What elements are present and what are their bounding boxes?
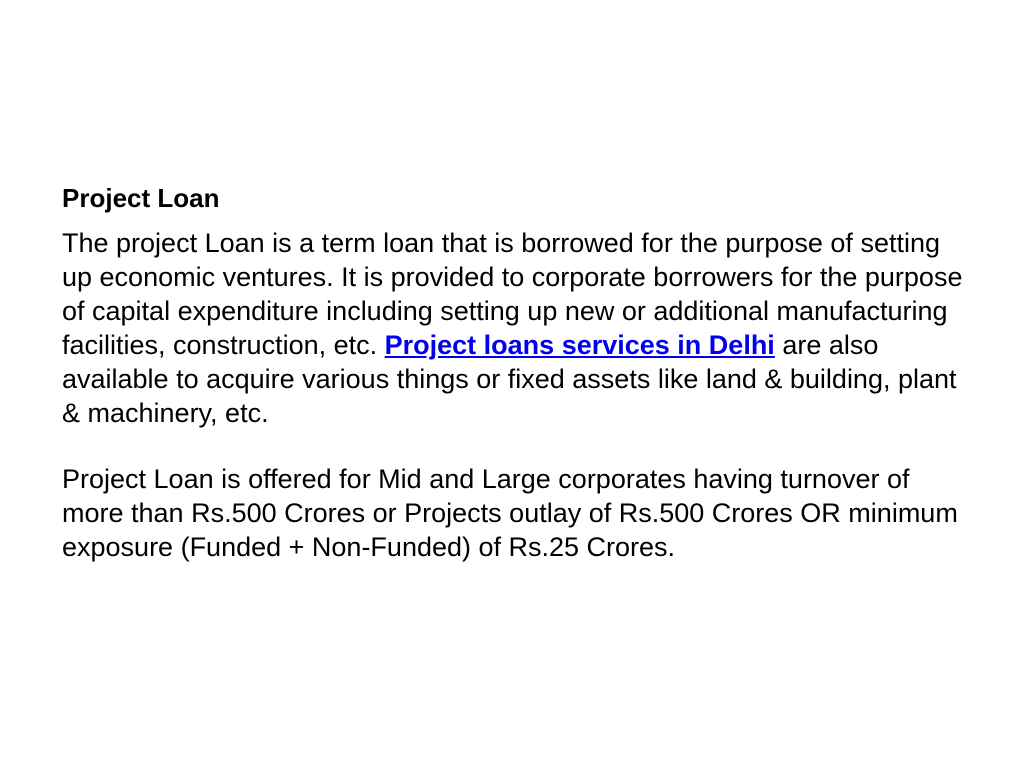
slide-heading: Project Loan — [62, 183, 220, 213]
paragraph-intro-text-after: are also available to acquire various things or fixed assets like land & building, plant & machinery, etc. — [62, 330, 957, 428]
project-loans-delhi-link[interactable]: Project loans services in Delhi — [384, 330, 775, 360]
paragraph-eligibility: Project Loan is offered for Mid and Large corporates having turnover of more than Rs.500 Crores or Projects outlay of Rs.500 Crores OR minimum exposure (Funded + Non-Funded) of Rs.25 Crores. — [62, 464, 958, 562]
paragraph-intro — [62, 226, 972, 430]
slide-content — [62, 180, 972, 564]
paragraph-intro-text-before: The project Loan is a term loan that is borrowed for the purpose of setting up economic ventures. It is provided to corporate borrowers for the purpose of capital expenditure including setting up new or additional manufacturing facilities, construction, etc. — [62, 228, 963, 360]
